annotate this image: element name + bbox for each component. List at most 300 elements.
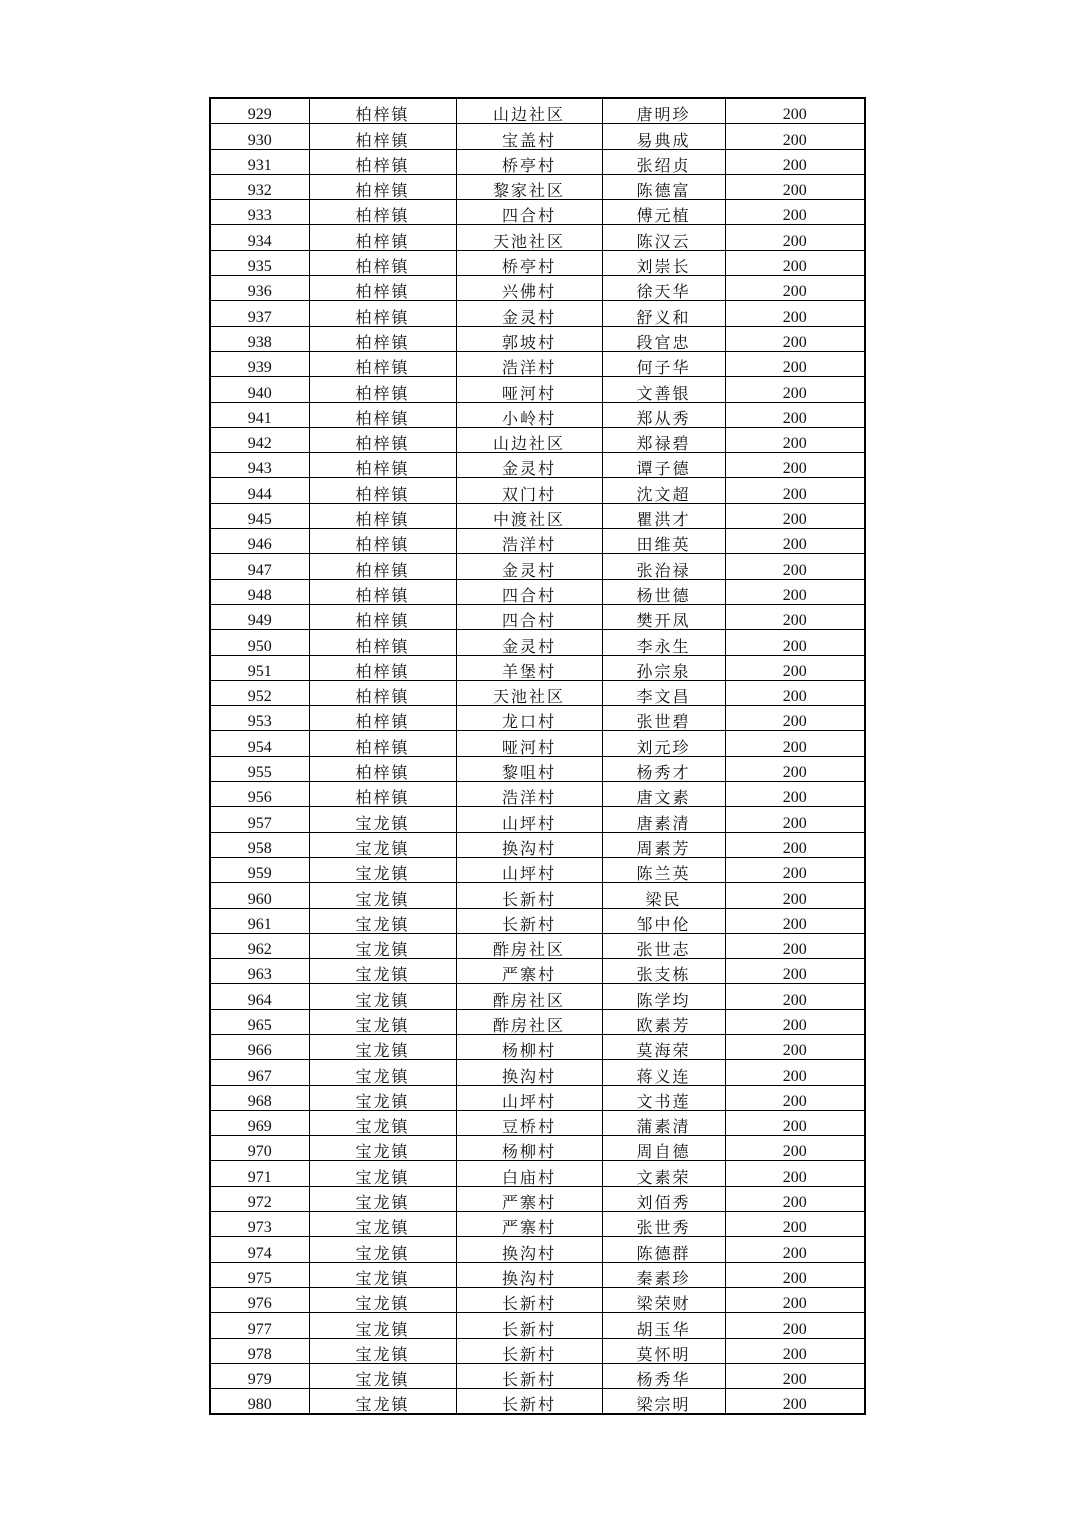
village-cell: 山坪村 bbox=[456, 857, 602, 882]
table-row bbox=[210, 908, 865, 933]
amount-cell: 200 bbox=[725, 908, 865, 933]
amount-cell: 200 bbox=[725, 959, 865, 984]
village-cell: 酢房社区 bbox=[456, 1009, 602, 1034]
name-cell: 樊开凤 bbox=[602, 604, 725, 629]
village-cell: 兴佛村 bbox=[456, 276, 602, 301]
table-row bbox=[210, 478, 865, 503]
village-cell: 换沟村 bbox=[456, 1262, 602, 1287]
name-cell: 蒲素清 bbox=[602, 1110, 725, 1135]
town-cell: 柏梓镇 bbox=[309, 756, 456, 781]
row-number: 964 bbox=[210, 984, 309, 1009]
town-cell: 宝龙镇 bbox=[309, 857, 456, 882]
row-number: 938 bbox=[210, 326, 309, 351]
table-row bbox=[210, 98, 865, 124]
village-cell: 长新村 bbox=[456, 883, 602, 908]
town-cell: 柏梓镇 bbox=[309, 529, 456, 554]
name-cell: 李文昌 bbox=[602, 680, 725, 705]
amount-cell: 200 bbox=[725, 174, 865, 199]
row-number: 966 bbox=[210, 1034, 309, 1059]
village-cell: 豆桥村 bbox=[456, 1110, 602, 1135]
roster-table bbox=[209, 97, 866, 1415]
village-cell: 金灵村 bbox=[456, 453, 602, 478]
name-cell: 张世碧 bbox=[602, 706, 725, 731]
village-cell: 杨柳村 bbox=[456, 1136, 602, 1161]
table-row bbox=[210, 1313, 865, 1338]
name-cell: 梁民 bbox=[602, 883, 725, 908]
name-cell: 杨世德 bbox=[602, 579, 725, 604]
village-cell: 哑河村 bbox=[456, 377, 602, 402]
town-cell: 宝龙镇 bbox=[309, 1085, 456, 1110]
name-cell: 瞿洪才 bbox=[602, 503, 725, 528]
town-cell: 宝龙镇 bbox=[309, 908, 456, 933]
row-number: 967 bbox=[210, 1060, 309, 1085]
row-number: 954 bbox=[210, 731, 309, 756]
town-cell: 宝龙镇 bbox=[309, 1186, 456, 1211]
name-cell: 刘元珍 bbox=[602, 731, 725, 756]
table-row bbox=[210, 1212, 865, 1237]
amount-cell: 200 bbox=[725, 883, 865, 908]
amount-cell: 200 bbox=[725, 630, 865, 655]
row-number: 958 bbox=[210, 832, 309, 857]
amount-cell: 200 bbox=[725, 1363, 865, 1388]
village-cell: 酢房社区 bbox=[456, 933, 602, 958]
town-cell: 柏梓镇 bbox=[309, 377, 456, 402]
town-cell: 宝龙镇 bbox=[309, 1034, 456, 1059]
table-row bbox=[210, 124, 865, 149]
village-cell: 桥亭村 bbox=[456, 250, 602, 275]
table-row bbox=[210, 782, 865, 807]
table-row bbox=[210, 807, 865, 832]
table-row bbox=[210, 933, 865, 958]
town-cell: 柏梓镇 bbox=[309, 554, 456, 579]
village-cell: 四合村 bbox=[456, 200, 602, 225]
amount-cell: 200 bbox=[725, 984, 865, 1009]
town-cell: 柏梓镇 bbox=[309, 604, 456, 629]
name-cell: 何子华 bbox=[602, 351, 725, 376]
amount-cell: 200 bbox=[725, 832, 865, 857]
name-cell: 舒义和 bbox=[602, 301, 725, 326]
row-number: 940 bbox=[210, 377, 309, 402]
town-cell: 柏梓镇 bbox=[309, 174, 456, 199]
row-number: 931 bbox=[210, 149, 309, 174]
amount-cell: 200 bbox=[725, 200, 865, 225]
amount-cell: 200 bbox=[725, 1287, 865, 1312]
town-cell: 柏梓镇 bbox=[309, 680, 456, 705]
table-row bbox=[210, 1237, 865, 1262]
table-row bbox=[210, 1060, 865, 1085]
name-cell: 陈学均 bbox=[602, 984, 725, 1009]
amount-cell: 200 bbox=[725, 1237, 865, 1262]
row-number: 951 bbox=[210, 655, 309, 680]
amount-cell: 200 bbox=[725, 1389, 865, 1415]
row-number: 971 bbox=[210, 1161, 309, 1186]
village-cell: 杨柳村 bbox=[456, 1034, 602, 1059]
name-cell: 文书莲 bbox=[602, 1085, 725, 1110]
amount-cell: 200 bbox=[725, 554, 865, 579]
name-cell: 莫怀明 bbox=[602, 1338, 725, 1363]
name-cell: 周自德 bbox=[602, 1136, 725, 1161]
village-cell: 酢房社区 bbox=[456, 984, 602, 1009]
row-number: 980 bbox=[210, 1389, 309, 1415]
name-cell: 秦素珍 bbox=[602, 1262, 725, 1287]
town-cell: 宝龙镇 bbox=[309, 883, 456, 908]
town-cell: 柏梓镇 bbox=[309, 478, 456, 503]
row-number: 973 bbox=[210, 1212, 309, 1237]
name-cell: 唐文素 bbox=[602, 782, 725, 807]
amount-cell: 200 bbox=[725, 149, 865, 174]
table-row bbox=[210, 503, 865, 528]
table-row bbox=[210, 377, 865, 402]
village-cell: 严寨村 bbox=[456, 1186, 602, 1211]
table-row bbox=[210, 959, 865, 984]
row-number: 937 bbox=[210, 301, 309, 326]
village-cell: 浩洋村 bbox=[456, 529, 602, 554]
town-cell: 宝龙镇 bbox=[309, 1237, 456, 1262]
amount-cell: 200 bbox=[725, 604, 865, 629]
amount-cell: 200 bbox=[725, 782, 865, 807]
row-number: 975 bbox=[210, 1262, 309, 1287]
amount-cell: 200 bbox=[725, 807, 865, 832]
table-row bbox=[210, 326, 865, 351]
row-number: 953 bbox=[210, 706, 309, 731]
town-cell: 柏梓镇 bbox=[309, 630, 456, 655]
table-row bbox=[210, 680, 865, 705]
row-number: 976 bbox=[210, 1287, 309, 1312]
name-cell: 郑从秀 bbox=[602, 402, 725, 427]
town-cell: 柏梓镇 bbox=[309, 402, 456, 427]
table-row bbox=[210, 554, 865, 579]
name-cell: 田维英 bbox=[602, 529, 725, 554]
town-cell: 宝龙镇 bbox=[309, 959, 456, 984]
village-cell: 郭坡村 bbox=[456, 326, 602, 351]
village-cell: 换沟村 bbox=[456, 1237, 602, 1262]
amount-cell: 200 bbox=[725, 250, 865, 275]
row-number: 933 bbox=[210, 200, 309, 225]
table-row bbox=[210, 301, 865, 326]
table-row bbox=[210, 1186, 865, 1211]
table-row bbox=[210, 883, 865, 908]
row-number: 945 bbox=[210, 503, 309, 528]
table-row bbox=[210, 1338, 865, 1363]
name-cell: 唐素清 bbox=[602, 807, 725, 832]
amount-cell: 200 bbox=[725, 402, 865, 427]
town-cell: 宝龙镇 bbox=[309, 1313, 456, 1338]
village-cell: 天池社区 bbox=[456, 225, 602, 250]
town-cell: 宝龙镇 bbox=[309, 1161, 456, 1186]
row-number: 978 bbox=[210, 1338, 309, 1363]
table-row bbox=[210, 149, 865, 174]
name-cell: 徐天华 bbox=[602, 276, 725, 301]
row-number: 936 bbox=[210, 276, 309, 301]
town-cell: 柏梓镇 bbox=[309, 453, 456, 478]
village-cell: 桥亭村 bbox=[456, 149, 602, 174]
row-number: 946 bbox=[210, 529, 309, 554]
row-number: 952 bbox=[210, 680, 309, 705]
amount-cell: 200 bbox=[725, 478, 865, 503]
amount-cell: 200 bbox=[725, 1186, 865, 1211]
village-cell: 金灵村 bbox=[456, 630, 602, 655]
name-cell: 易典成 bbox=[602, 124, 725, 149]
amount-cell: 200 bbox=[725, 1136, 865, 1161]
name-cell: 文善银 bbox=[602, 377, 725, 402]
village-cell: 山坪村 bbox=[456, 1085, 602, 1110]
table-row bbox=[210, 756, 865, 781]
town-cell: 宝龙镇 bbox=[309, 1212, 456, 1237]
row-number: 962 bbox=[210, 933, 309, 958]
row-number: 942 bbox=[210, 427, 309, 452]
amount-cell: 200 bbox=[725, 1212, 865, 1237]
row-number: 957 bbox=[210, 807, 309, 832]
name-cell: 陈德群 bbox=[602, 1237, 725, 1262]
amount-cell: 200 bbox=[725, 503, 865, 528]
amount-cell: 200 bbox=[725, 1161, 865, 1186]
table-row bbox=[210, 857, 865, 882]
name-cell: 段官忠 bbox=[602, 326, 725, 351]
amount-cell: 200 bbox=[725, 680, 865, 705]
row-number: 930 bbox=[210, 124, 309, 149]
roster-table-body bbox=[210, 98, 865, 1414]
row-number: 935 bbox=[210, 250, 309, 275]
name-cell: 郑禄碧 bbox=[602, 427, 725, 452]
row-number: 956 bbox=[210, 782, 309, 807]
village-cell: 长新村 bbox=[456, 1313, 602, 1338]
town-cell: 柏梓镇 bbox=[309, 276, 456, 301]
name-cell: 蒋义连 bbox=[602, 1060, 725, 1085]
town-cell: 宝龙镇 bbox=[309, 984, 456, 1009]
row-number: 941 bbox=[210, 402, 309, 427]
table-row bbox=[210, 1262, 865, 1287]
table-row bbox=[210, 1034, 865, 1059]
town-cell: 柏梓镇 bbox=[309, 731, 456, 756]
amount-cell: 200 bbox=[725, 351, 865, 376]
name-cell: 唐明珍 bbox=[602, 98, 725, 124]
town-cell: 宝龙镇 bbox=[309, 1060, 456, 1085]
table-row bbox=[210, 630, 865, 655]
row-number: 972 bbox=[210, 1186, 309, 1211]
village-cell: 双门村 bbox=[456, 478, 602, 503]
row-number: 961 bbox=[210, 908, 309, 933]
village-cell: 长新村 bbox=[456, 1363, 602, 1388]
town-cell: 柏梓镇 bbox=[309, 301, 456, 326]
town-cell: 柏梓镇 bbox=[309, 503, 456, 528]
table-row bbox=[210, 832, 865, 857]
amount-cell: 200 bbox=[725, 655, 865, 680]
town-cell: 柏梓镇 bbox=[309, 351, 456, 376]
amount-cell: 200 bbox=[725, 1085, 865, 1110]
town-cell: 宝龙镇 bbox=[309, 1009, 456, 1034]
amount-cell: 200 bbox=[725, 377, 865, 402]
village-cell: 山边社区 bbox=[456, 98, 602, 124]
table-row bbox=[210, 453, 865, 478]
village-cell: 四合村 bbox=[456, 579, 602, 604]
village-cell: 小岭村 bbox=[456, 402, 602, 427]
table-row bbox=[210, 1389, 865, 1415]
row-number: 955 bbox=[210, 756, 309, 781]
village-cell: 换沟村 bbox=[456, 832, 602, 857]
town-cell: 柏梓镇 bbox=[309, 655, 456, 680]
table-row bbox=[210, 250, 865, 275]
row-number: 974 bbox=[210, 1237, 309, 1262]
name-cell: 李永生 bbox=[602, 630, 725, 655]
name-cell: 沈文超 bbox=[602, 478, 725, 503]
amount-cell: 200 bbox=[725, 124, 865, 149]
row-number: 968 bbox=[210, 1085, 309, 1110]
row-number: 963 bbox=[210, 959, 309, 984]
village-cell: 长新村 bbox=[456, 908, 602, 933]
village-cell: 严寨村 bbox=[456, 959, 602, 984]
table-row bbox=[210, 1363, 865, 1388]
table-row bbox=[210, 351, 865, 376]
amount-cell: 200 bbox=[725, 857, 865, 882]
town-cell: 宝龙镇 bbox=[309, 832, 456, 857]
town-cell: 宝龙镇 bbox=[309, 1363, 456, 1388]
name-cell: 邹中伦 bbox=[602, 908, 725, 933]
amount-cell: 200 bbox=[725, 225, 865, 250]
table-row bbox=[210, 529, 865, 554]
table-row bbox=[210, 1009, 865, 1034]
table-row bbox=[210, 174, 865, 199]
row-number: 960 bbox=[210, 883, 309, 908]
town-cell: 宝龙镇 bbox=[309, 1136, 456, 1161]
table-row bbox=[210, 1085, 865, 1110]
row-number: 929 bbox=[210, 98, 309, 124]
town-cell: 柏梓镇 bbox=[309, 706, 456, 731]
village-cell: 山坪村 bbox=[456, 807, 602, 832]
town-cell: 柏梓镇 bbox=[309, 579, 456, 604]
village-cell: 浩洋村 bbox=[456, 351, 602, 376]
town-cell: 柏梓镇 bbox=[309, 98, 456, 124]
row-number: 977 bbox=[210, 1313, 309, 1338]
town-cell: 宝龙镇 bbox=[309, 1110, 456, 1135]
row-number: 947 bbox=[210, 554, 309, 579]
village-cell: 长新村 bbox=[456, 1338, 602, 1363]
amount-cell: 200 bbox=[725, 98, 865, 124]
amount-cell: 200 bbox=[725, 579, 865, 604]
row-number: 979 bbox=[210, 1363, 309, 1388]
table-row bbox=[210, 984, 865, 1009]
name-cell: 张绍贞 bbox=[602, 149, 725, 174]
amount-cell: 200 bbox=[725, 1338, 865, 1363]
amount-cell: 200 bbox=[725, 1060, 865, 1085]
amount-cell: 200 bbox=[725, 276, 865, 301]
name-cell: 文素荣 bbox=[602, 1161, 725, 1186]
name-cell: 梁荣财 bbox=[602, 1287, 725, 1312]
table-row bbox=[210, 731, 865, 756]
name-cell: 张世秀 bbox=[602, 1212, 725, 1237]
town-cell: 宝龙镇 bbox=[309, 1338, 456, 1363]
row-number: 950 bbox=[210, 630, 309, 655]
town-cell: 柏梓镇 bbox=[309, 124, 456, 149]
amount-cell: 200 bbox=[725, 756, 865, 781]
town-cell: 宝龙镇 bbox=[309, 933, 456, 958]
town-cell: 柏梓镇 bbox=[309, 782, 456, 807]
town-cell: 宝龙镇 bbox=[309, 1287, 456, 1312]
amount-cell: 200 bbox=[725, 1262, 865, 1287]
name-cell: 张治禄 bbox=[602, 554, 725, 579]
table-row bbox=[210, 1161, 865, 1186]
town-cell: 柏梓镇 bbox=[309, 225, 456, 250]
name-cell: 杨秀才 bbox=[602, 756, 725, 781]
row-number: 959 bbox=[210, 857, 309, 882]
table-row bbox=[210, 225, 865, 250]
table-row bbox=[210, 706, 865, 731]
town-cell: 柏梓镇 bbox=[309, 149, 456, 174]
table-row bbox=[210, 579, 865, 604]
amount-cell: 200 bbox=[725, 1009, 865, 1034]
name-cell: 陈兰英 bbox=[602, 857, 725, 882]
town-cell: 柏梓镇 bbox=[309, 200, 456, 225]
name-cell: 梁宗明 bbox=[602, 1389, 725, 1415]
village-cell: 天池社区 bbox=[456, 680, 602, 705]
village-cell: 羊堡村 bbox=[456, 655, 602, 680]
name-cell: 陈汉云 bbox=[602, 225, 725, 250]
name-cell: 刘崇长 bbox=[602, 250, 725, 275]
table-row bbox=[210, 402, 865, 427]
village-cell: 金灵村 bbox=[456, 301, 602, 326]
row-number: 969 bbox=[210, 1110, 309, 1135]
row-number: 949 bbox=[210, 604, 309, 629]
table-row bbox=[210, 655, 865, 680]
row-number: 965 bbox=[210, 1009, 309, 1034]
amount-cell: 200 bbox=[725, 933, 865, 958]
amount-cell: 200 bbox=[725, 427, 865, 452]
table-row bbox=[210, 1136, 865, 1161]
amount-cell: 200 bbox=[725, 1034, 865, 1059]
table-row bbox=[210, 200, 865, 225]
town-cell: 宝龙镇 bbox=[309, 1389, 456, 1415]
amount-cell: 200 bbox=[725, 301, 865, 326]
table-row bbox=[210, 1287, 865, 1312]
amount-cell: 200 bbox=[725, 326, 865, 351]
village-cell: 白庙村 bbox=[456, 1161, 602, 1186]
name-cell: 刘佰秀 bbox=[602, 1186, 725, 1211]
name-cell: 陈德富 bbox=[602, 174, 725, 199]
village-cell: 宝盖村 bbox=[456, 124, 602, 149]
village-cell: 黎家社区 bbox=[456, 174, 602, 199]
row-number: 932 bbox=[210, 174, 309, 199]
town-cell: 柏梓镇 bbox=[309, 250, 456, 275]
name-cell: 杨秀华 bbox=[602, 1363, 725, 1388]
town-cell: 宝龙镇 bbox=[309, 1262, 456, 1287]
village-cell: 金灵村 bbox=[456, 554, 602, 579]
name-cell: 欧素芳 bbox=[602, 1009, 725, 1034]
town-cell: 柏梓镇 bbox=[309, 427, 456, 452]
row-number: 939 bbox=[210, 351, 309, 376]
village-cell: 严寨村 bbox=[456, 1212, 602, 1237]
name-cell: 胡玉华 bbox=[602, 1313, 725, 1338]
name-cell: 周素芳 bbox=[602, 832, 725, 857]
row-number: 943 bbox=[210, 453, 309, 478]
village-cell: 换沟村 bbox=[456, 1060, 602, 1085]
row-number: 944 bbox=[210, 478, 309, 503]
village-cell: 中渡社区 bbox=[456, 503, 602, 528]
town-cell: 宝龙镇 bbox=[309, 807, 456, 832]
amount-cell: 200 bbox=[725, 1110, 865, 1135]
town-cell: 柏梓镇 bbox=[309, 326, 456, 351]
table-row bbox=[210, 1110, 865, 1135]
village-cell: 黎咀村 bbox=[456, 756, 602, 781]
row-number: 934 bbox=[210, 225, 309, 250]
village-cell: 浩洋村 bbox=[456, 782, 602, 807]
name-cell: 张支栋 bbox=[602, 959, 725, 984]
name-cell: 孙宗泉 bbox=[602, 655, 725, 680]
village-cell: 长新村 bbox=[456, 1287, 602, 1312]
table-row bbox=[210, 276, 865, 301]
village-cell: 龙口村 bbox=[456, 706, 602, 731]
amount-cell: 200 bbox=[725, 529, 865, 554]
row-number: 948 bbox=[210, 579, 309, 604]
name-cell: 莫海荣 bbox=[602, 1034, 725, 1059]
